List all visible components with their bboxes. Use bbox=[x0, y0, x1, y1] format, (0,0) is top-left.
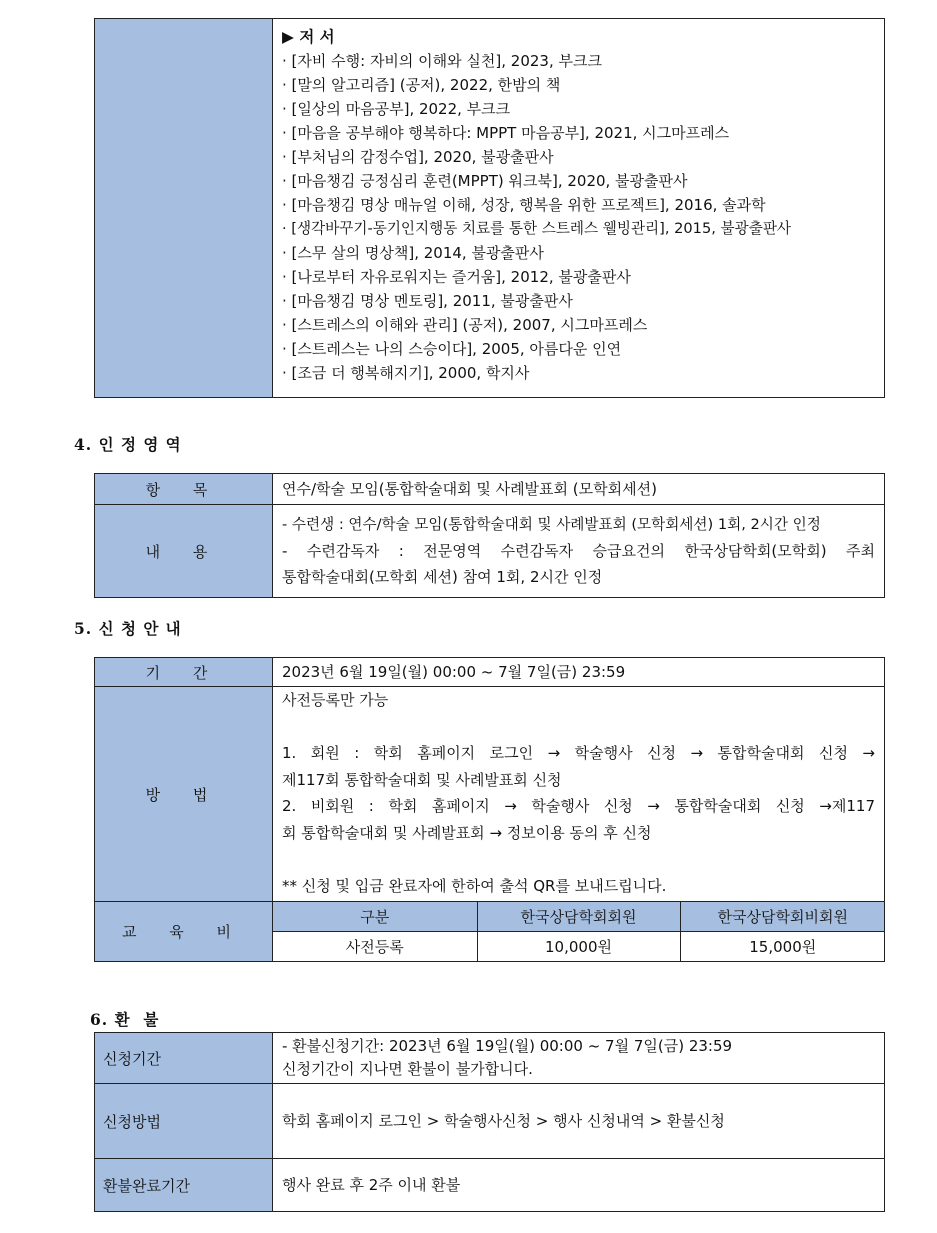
period-value: 2023년 6월 19일(월) 00:00 ~ 7월 7일(금) 23:59 bbox=[273, 658, 885, 687]
book-item: · [마음챙김 명상 매뉴얼 이해, 성장, 행복을 위한 프로젝트], 2016, 솔과학 bbox=[282, 196, 766, 214]
method-spacer bbox=[282, 846, 875, 873]
refund-complete-value: 행사 완료 후 2주 이내 환불 bbox=[273, 1159, 885, 1212]
section5-title: 5. 신 청 안 내 bbox=[74, 619, 182, 638]
content-line: - 수련감독자 : 전문영역 수련감독자 승급요건의 한국상담학회(모학회) 주최 bbox=[282, 542, 875, 560]
content-label: 내 용 bbox=[95, 505, 273, 598]
refund-method-value: 학회 홈페이지 로그인 > 학술행사신청 > 행사 신청내역 > 환불신청 bbox=[273, 1084, 885, 1159]
item-label: 항 목 bbox=[95, 474, 273, 505]
method-line: 2. 비회원 : 학회 홈페이지 → 학술행사 신청 → 통합학술대회 신청 →제117 bbox=[282, 797, 875, 815]
book-item: · [말의 알고리즘] (공저), 2022, 한밤의 책 bbox=[282, 76, 561, 94]
method-line: 제117회 통합학술대회 및 사례발표회 신청 bbox=[282, 770, 562, 789]
section6-title: 6. 환 불 bbox=[90, 1010, 160, 1029]
method-line: 회 통합학술대회 및 사례발표회 → 정보이용 동의 후 신청 bbox=[282, 823, 652, 842]
fee-label: 교 육 비 bbox=[95, 902, 273, 962]
period-label: 기 간 bbox=[95, 658, 273, 687]
fee-cell-value: 10,000원 bbox=[477, 932, 680, 962]
book-item: · [마음챙김 명상 멘토링], 2011, 불광출판사 bbox=[282, 292, 573, 310]
book-item: · [일상의 마음공부], 2022, 부크크 bbox=[282, 100, 511, 118]
refund-period-value bbox=[273, 1033, 885, 1084]
books-heading: ▶ 저 서 bbox=[282, 27, 335, 46]
recognition-table bbox=[94, 473, 885, 598]
fee-header: 한국상담학회비회원 bbox=[680, 902, 885, 932]
books-label-cell bbox=[95, 19, 273, 398]
method-line: 1. 회원 : 학회 홈페이지 로그인 → 학술행사 신청 → 통합학술대회 신청 → bbox=[282, 744, 875, 762]
fee-table bbox=[273, 902, 885, 961]
refund-line: 신청기간이 지나면 환불이 불가합니다. bbox=[282, 1060, 533, 1078]
books-table bbox=[94, 18, 885, 398]
refund-method-label: 신청방법 bbox=[95, 1084, 273, 1159]
section4-title: 4. 인 정 영 역 bbox=[74, 435, 182, 454]
book-item: · [자비 수행: 자비의 이해와 실천], 2023, 부크크 bbox=[282, 52, 602, 70]
method-line: ** 신청 및 입금 완료자에 한하여 출석 QR를 보내드립니다. bbox=[282, 876, 667, 895]
fee-cell bbox=[273, 902, 885, 962]
content-value bbox=[273, 505, 885, 598]
method-spacer bbox=[282, 714, 875, 741]
book-item: · [스무 살의 명상책], 2014, 불광출판사 bbox=[282, 244, 544, 262]
content-line: 통합학술대회(모학회 세션) 참여 1회, 2시간 인정 bbox=[282, 568, 603, 586]
fee-header: 한국상담학회회원 bbox=[477, 902, 680, 932]
refund-complete-label: 환불완료기간 bbox=[95, 1159, 273, 1212]
method-line: 사전등록만 가능 bbox=[282, 691, 389, 709]
application-table bbox=[94, 657, 885, 962]
refund-table bbox=[94, 1032, 885, 1212]
fee-header: 구분 bbox=[273, 902, 477, 932]
book-item: · [생각바꾸기-동기인지행동 치료를 통한 스트레스 웰빙관리], 2015, 불광출판사 bbox=[282, 220, 792, 237]
item-value: 연수/학술 모임(통합학술대회 및 사례발표회 (모학회세션) bbox=[273, 474, 885, 505]
book-item: · [조금 더 행복해지기], 2000, 학지사 bbox=[282, 364, 530, 382]
books-content-cell bbox=[273, 19, 885, 398]
book-item: · [마음을 공부해야 행복하다: MPPT 마음공부], 2021, 시그마프레스 bbox=[282, 124, 730, 142]
method-label: 방 법 bbox=[95, 687, 273, 902]
method-value bbox=[273, 687, 885, 902]
book-item: · [부처님의 감정수업], 2020, 불광출판사 bbox=[282, 148, 554, 166]
book-item: · [스트레스의 이해와 관리] (공저), 2007, 시그마프레스 bbox=[282, 316, 648, 334]
content-line: - 수련생 : 연수/학술 모임(통합학술대회 및 사례발표회 (모학회세션) 1회, 2시간 인정 bbox=[282, 516, 821, 533]
refund-period-label: 신청기간 bbox=[95, 1033, 273, 1084]
fee-cell-value: 사전등록 bbox=[273, 932, 477, 962]
book-item: · [나로부터 자유로워지는 즐거움], 2012, 불광출판사 bbox=[282, 268, 631, 286]
refund-line: - 환불신청기간: 2023년 6월 19일(월) 00:00 ~ 7월 7일(금) 23:59 bbox=[282, 1037, 733, 1055]
book-item: · [마음챙김 긍정심리 훈련(MPPT) 워크북], 2020, 불광출판사 bbox=[282, 172, 688, 190]
book-item: · [스트레스는 나의 스승이다], 2005, 아름다운 인연 bbox=[282, 340, 622, 358]
fee-cell-value: 15,000원 bbox=[680, 932, 885, 962]
